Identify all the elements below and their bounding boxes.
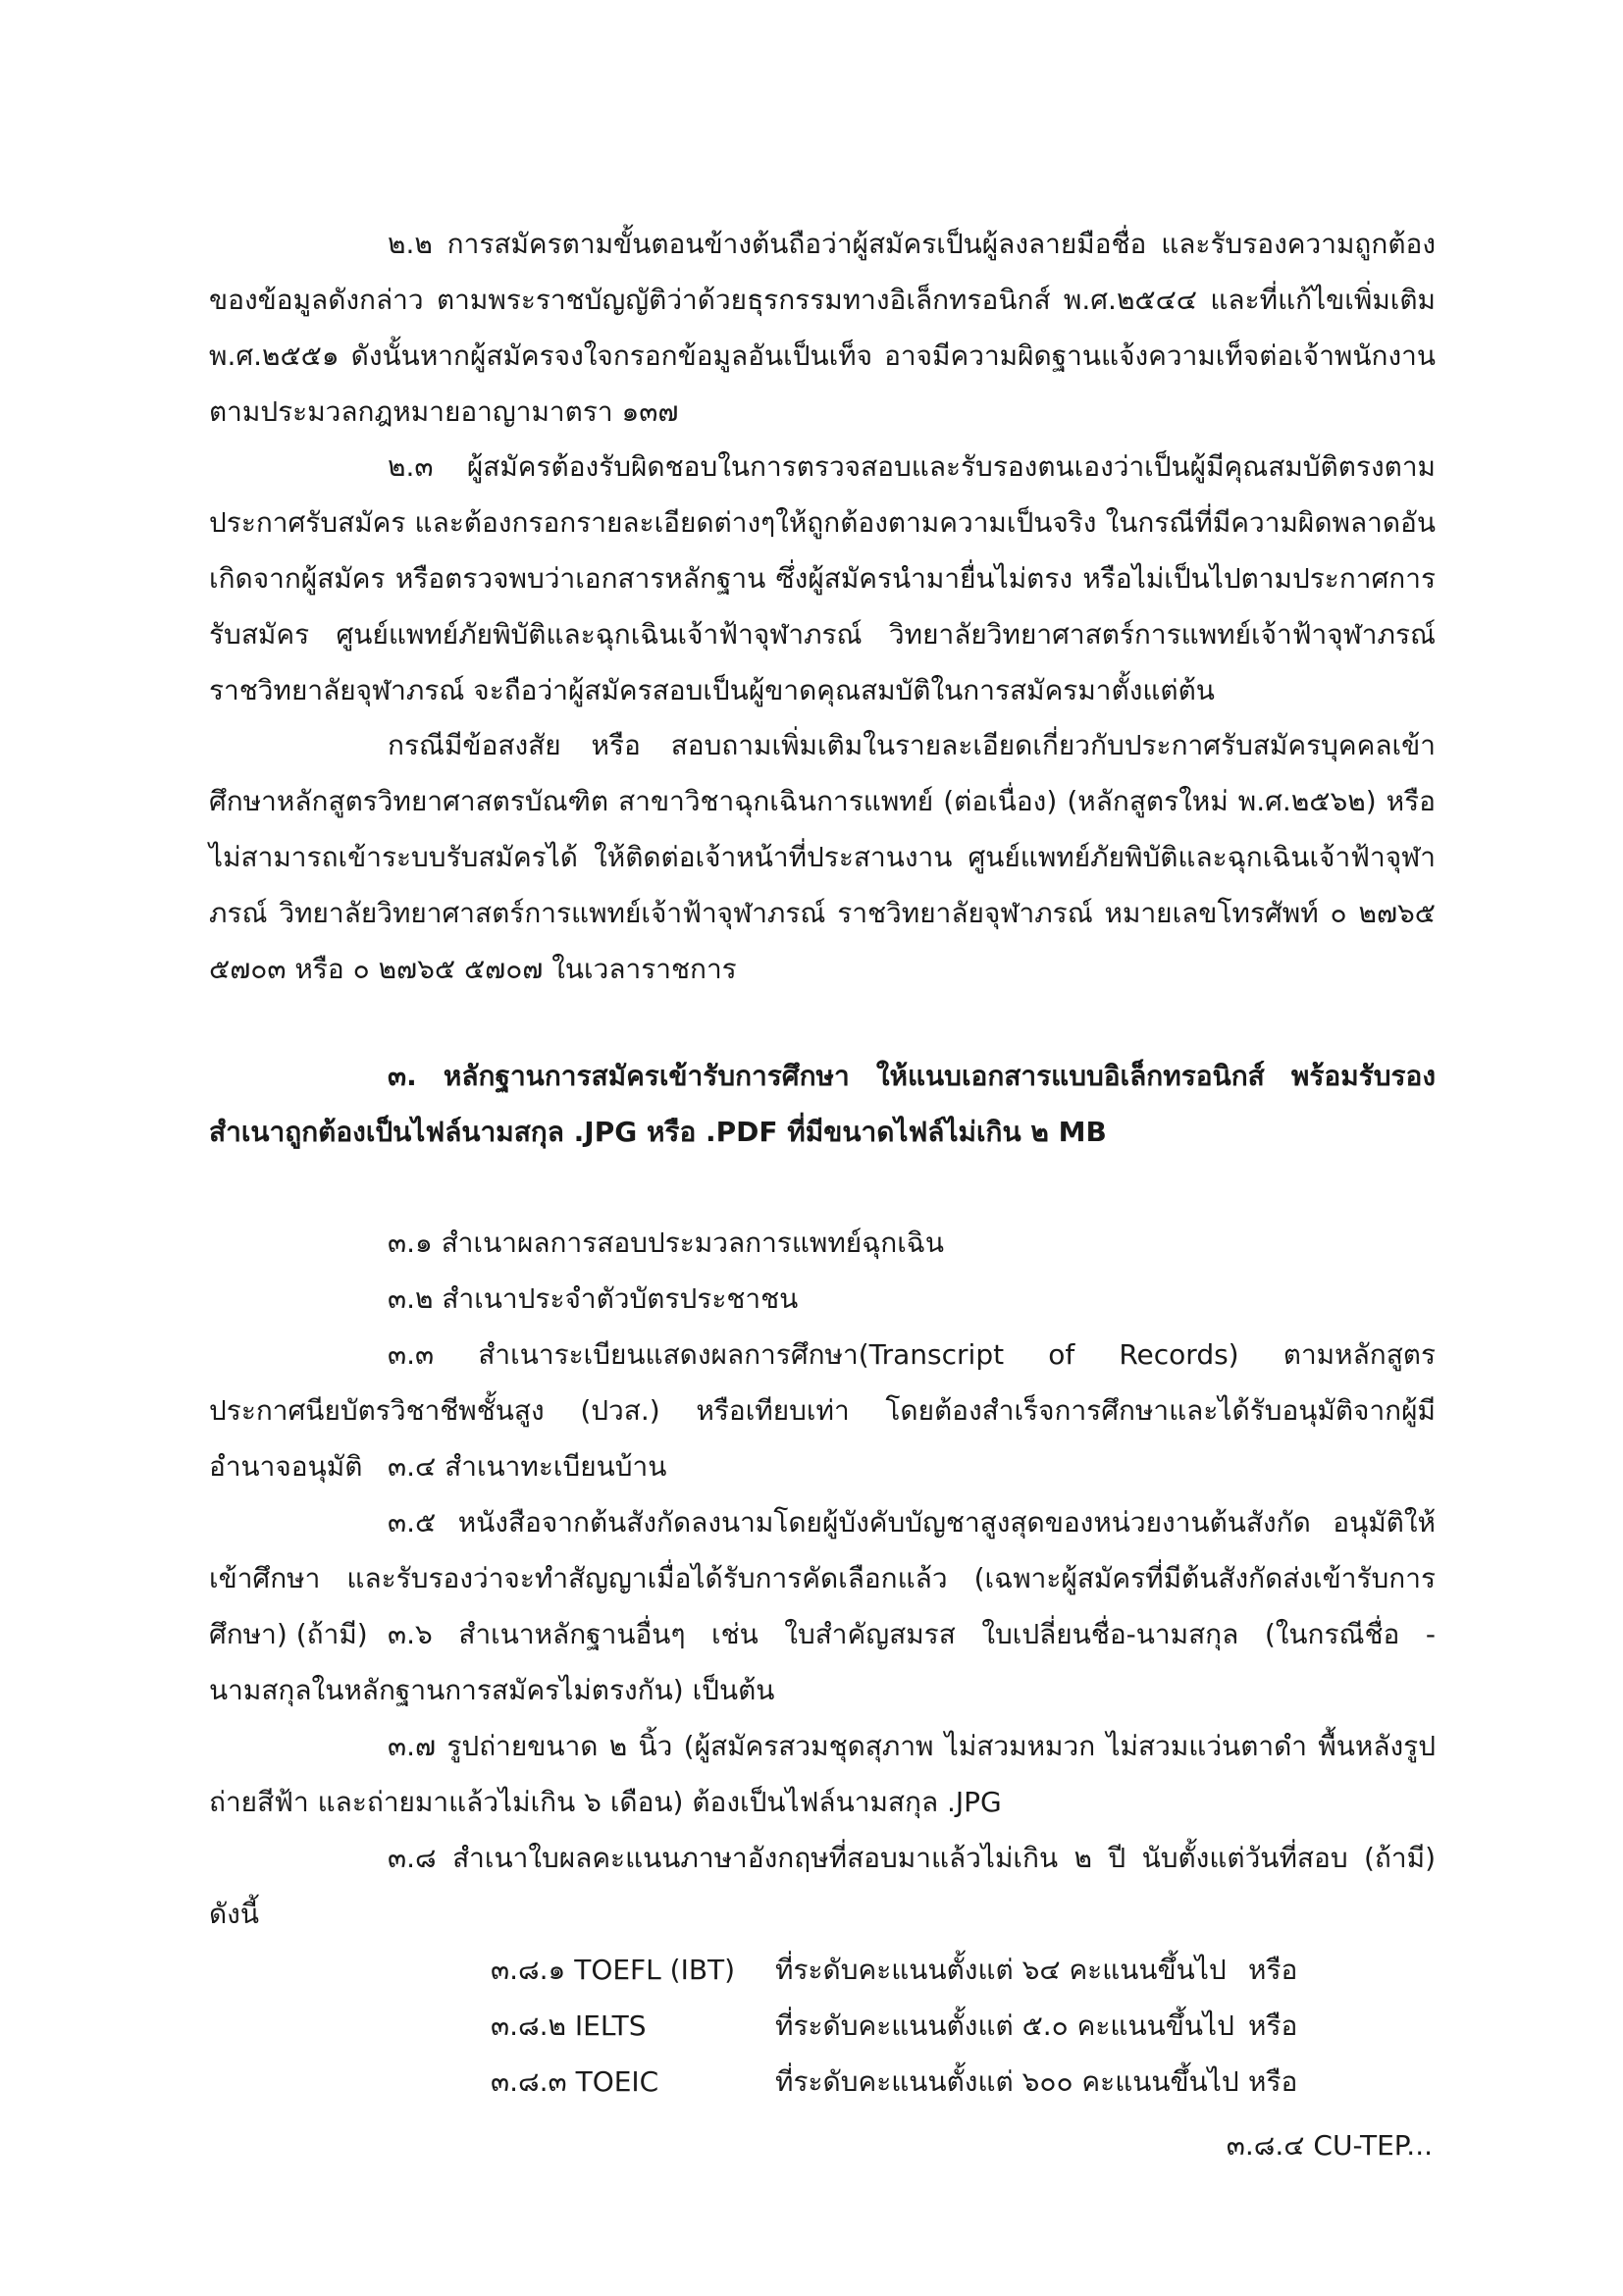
score-code: ๓.๘.๓ TOEIC — [491, 2065, 659, 2098]
score-row-toefl — [491, 1942, 1315, 1998]
item-3-5: ๓.๕ หนังสือจากต้นสังกัดลงนามโดยผู้บังคับบัญชาสูงสุดของหน่วยงานต้นสังกัด อนุมัติให้เข้าศึกษา และรับรองว่าจะทำสัญญาเมื่อได้รับการคัดเลือกแล้ว (เฉพาะผู้สมัครที่มีต้นสังกัดส่งเข้ารับการศึกษา) (ถ้ามี) — [209, 1506, 1436, 1650]
score-code: ๓.๘.๒ IELTS — [491, 2009, 647, 2042]
paragraph-2-3: ๒.๓ ผู้สมัครต้องรับผิดชอบในการตรวจสอบและรับรองตนเองว่าเป็นผู้มีคุณสมบัติตรงตามประกาศรับสมัคร และต้องกรอกรายละเอียดต่างๆให้ถูกต้องตามความเป็นจริง ในกรณีที่มีความผิดพลาดอันเกิดจากผู้สมัคร หรือตรวจพบว่าเอกสารหลักฐาน ซึ่งผู้สมัครนำมายื่นไม่ตรง หรือไม่เป็นไปตามประกาศการรับสมัคร ศูนย์แพทย์ภัยพิบัติและฉุกเฉินเจ้าฟ้าจุฬาภรณ์ วิทยาลัยวิทยาศาสตร์การแพทย์เจ้าฟ้าจุฬาภรณ์ ราชวิทยาลัยจุฬาภรณ์ จะถือว่าผู้สมัครสอบเป็นผู้ขาดคุณสมบัติในการสมัครมาตั้งแต่ต้น — [209, 450, 1436, 706]
item-3-1: ๓.๑ สำเนาผลการสอบประมวลการแพทย์ฉุกเฉิน — [388, 1226, 944, 1259]
item-3-6: ๓.๖ สำเนาหลักฐานอื่นๆ เช่น ใบสำคัญสมรส ใบเปลี่ยนชื่อ-นามสกุล (ในกรณีชื่อ - นามสกุลในหลักฐานการสมัครไม่ตรงกัน) เป็นต้น — [209, 1618, 1436, 1706]
score-row-toeic — [491, 2054, 1315, 2110]
score-conj: หรือ — [1248, 2065, 1298, 2098]
item-3-8: ๓.๘ สำเนาใบผลคะแนนภาษาอังกฤษที่สอบมาแล้วไม่เกิน ๒ ปี นับตั้งแต่วันที่สอบ (ถ้ามี) ดังนี้ — [209, 1842, 1436, 1930]
score-code: ๓.๘.๑ TOEFL (IBT) — [491, 1954, 736, 1986]
score-conj: หรือ — [1248, 1954, 1298, 1986]
paragraph-contact: กรณีมีข้อสงสัย หรือ สอบถามเพิ่มเติมในรายละเอียดเกี่ยวกับประกาศรับสมัครบุคคลเข้าศึกษาหลักสูตรวิทยาศาสตรบัณฑิต สาขาวิชาฉุกเฉินการแพทย์ (ต่อเนื่อง) (หลักสูตรใหม่ พ.ศ.๒๕๖๒) หรือไม่สามารถเข้าระบบรับสมัครได้ ให้ติดต่อเจ้าหน้าที่ประสานงาน ศูนย์แพทย์ภัยพิบัติและฉุกเฉินเจ้าฟ้าจุฬาภรณ์ วิทยาลัยวิทยาศาสตร์การแพทย์เจ้าฟ้าจุฬาภรณ์ ราชวิทยาลัยจุฬาภรณ์ หมายเลขโทรศัพท์ ๐ ๒๗๖๕ ๕๗๐๓ หรือ ๐ ๒๗๖๕ ๕๗๐๗ ในเวลาราชการ — [209, 729, 1436, 985]
score-desc: ที่ระดับคะแนนตั้งแต่ ๖๔ คะแนนขึ้นไป — [775, 1954, 1227, 1986]
score-desc: ที่ระดับคะแนนตั้งแต่ ๕.๐ คะแนนขึ้นไป — [775, 2009, 1234, 2042]
score-row-ielts — [491, 1998, 1315, 2054]
item-3-7: ๓.๗ รูปถ่ายขนาด ๒ นิ้ว (ผู้สมัครสวมชุดสุภาพ ไม่สวมหมวก ไม่สวมแว่นตาดำ พื้นหลังรูปถ่ายสีฟ้า และถ่ายมาแล้วไม่เกิน ๖ เดือน) ต้องเป็นไฟล์นามสกุล .JPG — [209, 1730, 1436, 1818]
item-3-2: ๓.๒ สำเนาประจำตัวบัตรประชาชน — [388, 1282, 799, 1315]
score-conj: หรือ — [1248, 2009, 1298, 2042]
next-page-marker: ๓.๘.๔ CU-TEP... — [1226, 2129, 1433, 2162]
section-3-heading: ๓. หลักฐานการสมัครเข้ารับการศึกษา ให้แนบเอกสารแบบอิเล็กทรอนิกส์ พร้อมรับรองสำเนาถูกต้องเป็นไฟล์นามสกุล .JPG หรือ .PDF ที่มีขนาดไฟล์ไม่เกิน ๒ MB — [209, 1060, 1436, 1148]
item-3-3: ๓.๓ สำเนาระเบียนแสดงผลการศึกษา(Transcript of Records) ตามหลักสูตรประกาศนียบัตรวิชาชีพชั้นสูง (ปวส.) หรือเทียบเท่า โดยต้องสำเร็จการศึกษาและได้รับอนุมัติจากผู้มีอำนาจอนุมัติ — [209, 1338, 1436, 1483]
item-3-4: ๓.๔ สำเนาทะเบียนบ้าน — [388, 1450, 667, 1483]
score-desc: ที่ระดับคะแนนตั้งแต่ ๖๐๐ คะแนนขึ้นไป — [775, 2065, 1239, 2098]
paragraph-2-2: ๒.๒ การสมัครตามขั้นตอนข้างต้นถือว่าผู้สมัครเป็นผู้ลงลายมือชื่อ และรับรองความถูกต้องของข้อมูลดังกล่าว ตามพระราชบัญญัติว่าด้วยธุรกรรมทางอิเล็กทรอนิกส์ พ.ศ.๒๕๔๔ และที่แก้ไขเพิ่มเติม พ.ศ.๒๕๕๑ ดังนั้นหากผู้สมัครจงใจกรอกข้อมูลอันเป็นเท็จ อาจมีความผิดฐานแจ้งความเท็จต่อเจ้าพนักงานตามประมวลกฎหมายอาญามาตรา ๑๓๗ — [209, 228, 1436, 428]
